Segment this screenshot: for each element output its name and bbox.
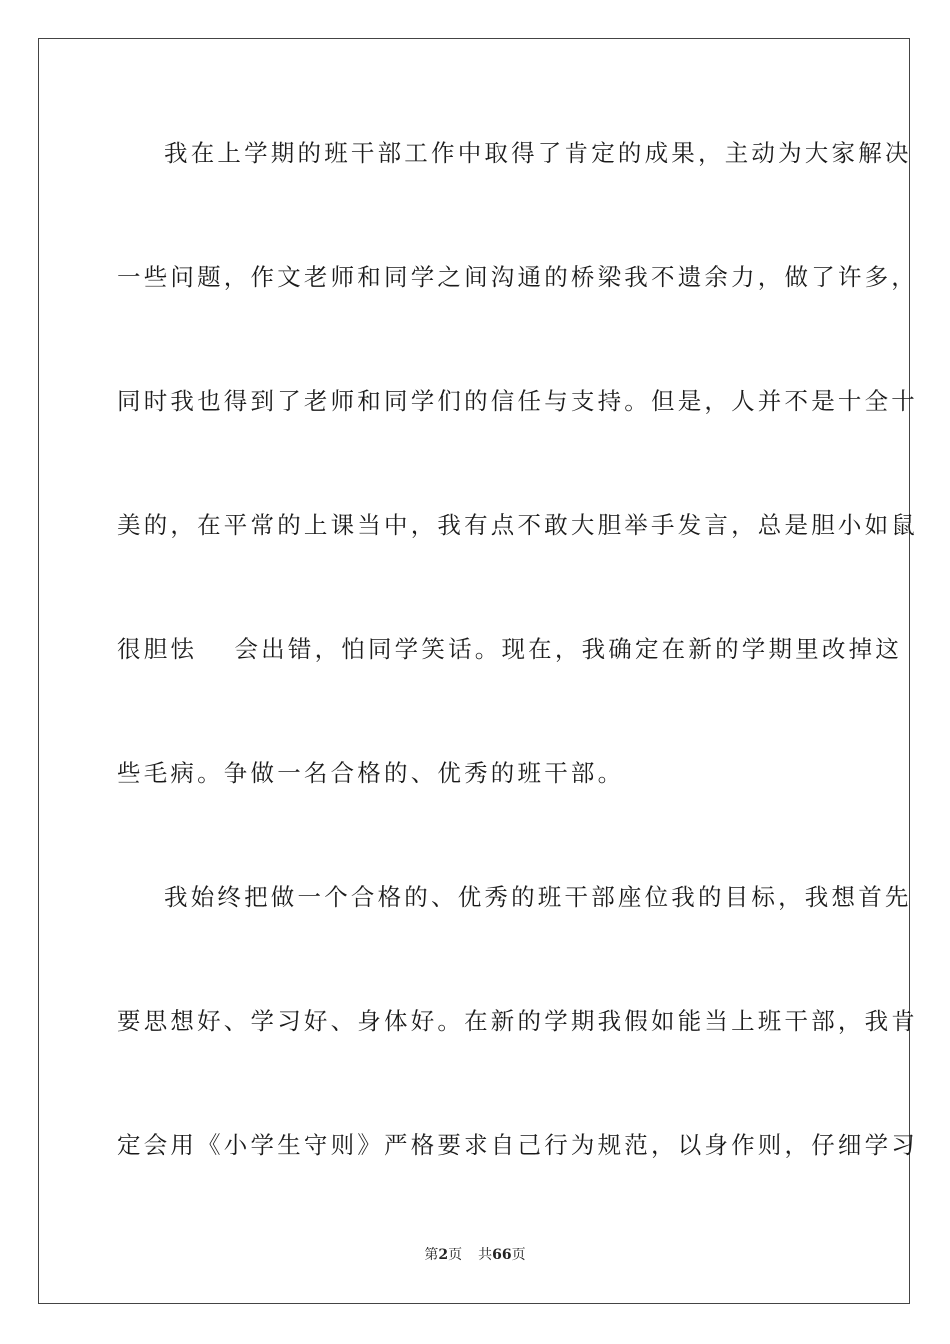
page-footer [0, 1246, 950, 1264]
paragraph-line: 我在上学期的班干部工作中取得了肯定的成果，主动为大家解决 [164, 139, 912, 167]
total-suffix: 页 [511, 1247, 526, 1263]
total-prefix: 共 [478, 1247, 493, 1263]
paragraph-line: 些毛病。争做一名合格的、优秀的班干部。 [117, 759, 625, 787]
paragraph-line: 我始终把做一个合格的、优秀的班干部座位我的目标，我想首先 [164, 883, 912, 911]
page-suffix: 页 [448, 1247, 463, 1263]
paragraph-line: 要思想好、学习好、身体好。在新的学期我假如能当上班干部，我肯 [117, 1007, 918, 1035]
paragraph-line: 一些问题，作文老师和同学之间沟通的桥梁我不遗余力，做了许多， [117, 263, 918, 291]
page-number: 2 [438, 1247, 449, 1263]
paragraph-line: 同时我也得到了老师和同学们的信任与支持。但是，人并不是十全十 [117, 387, 918, 415]
paragraph-line: 美的，在平常的上课当中，我有点不敢大胆举手发言，总是胆小如鼠 [117, 511, 918, 539]
paragraph-line: 很胆怯 会出错，怕同学笑话。现在，我确定在新的学期里改掉这 [117, 635, 902, 663]
paragraph-line: 定会用《小学生守则》严格要求自己行为规范，以身作则，仔细学习 [117, 1131, 918, 1159]
total-pages: 66 [492, 1247, 512, 1263]
page-prefix: 第 [424, 1247, 439, 1263]
page-frame [38, 38, 918, 1304]
